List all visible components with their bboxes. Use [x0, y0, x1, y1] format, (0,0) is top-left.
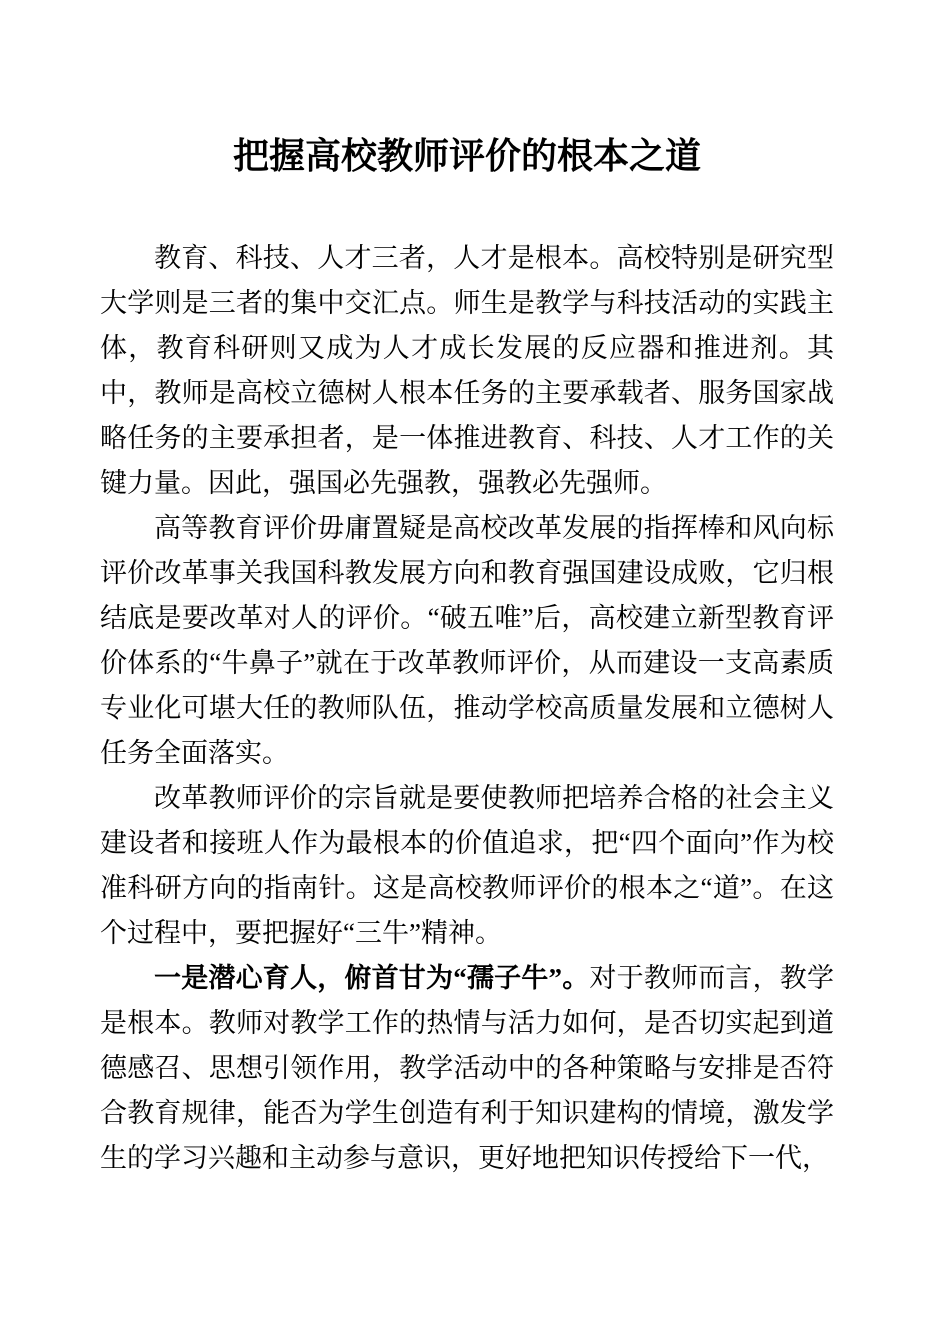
- paragraph-3: 改革教师评价的宗旨就是要使教师把培养合格的社会主义建设者和接班人作为最根本的价值追求，把“四个面向”作为校准科研方向的指南针。这是高校教师评价的根本之“道”。在这个过程中，要把握好“三牛”精神。: [100, 783, 834, 948]
- document-title: 把握高校教师评价的根本之道: [232, 136, 701, 176]
- paragraph-4: [100, 956, 834, 1181]
- paragraph-2: 高等教育评价毋庸置疑是高校改革发展的指挥棒和风向标评价改革事关我国科教发展方向和教育强国建设成败，它归根结底是要改革对人的评价。“破五唯”后，高校建立新型教育评价体系的“牛鼻子”就在于改革教师评价，从而建设一支高素质专业化可堪大任的教师队伍，推动学校高质量发展和立德树人任务全面落实。: [100, 513, 834, 768]
- paragraph-4-bold-lead: 一是潜心育人，俯首甘为“孺子牛”。: [154, 963, 590, 993]
- paragraph-4-body-text: 对于教师而言，教学是根本。教师对教学工作的热情与活力如何，是否切实起到道德感召、思想引领作用，教学活动中的各种策略与安排是否符合教育规律，能否为学生创造有利于知识建构的情境，激发学生的学习兴趣和主动参与意识，更好地把知识传授给下一代，: [100, 963, 835, 1173]
- paragraph-1: 教育、科技、人才三者，人才是根本。高校特别是研究型大学则是三者的集中交汇点。师生是教学与科技活动的实践主体，教育科研则又成为人才成长发展的反应器和推进剂。其中，教师是高校立德树人根本任务的主要承载者、服务国家战略任务的主要承担者，是一体推进教育、科技、人才工作的关键力量。因此，强国必先强教，强教必先强师。: [100, 243, 834, 498]
- document-content: [100, 0, 834, 1181]
